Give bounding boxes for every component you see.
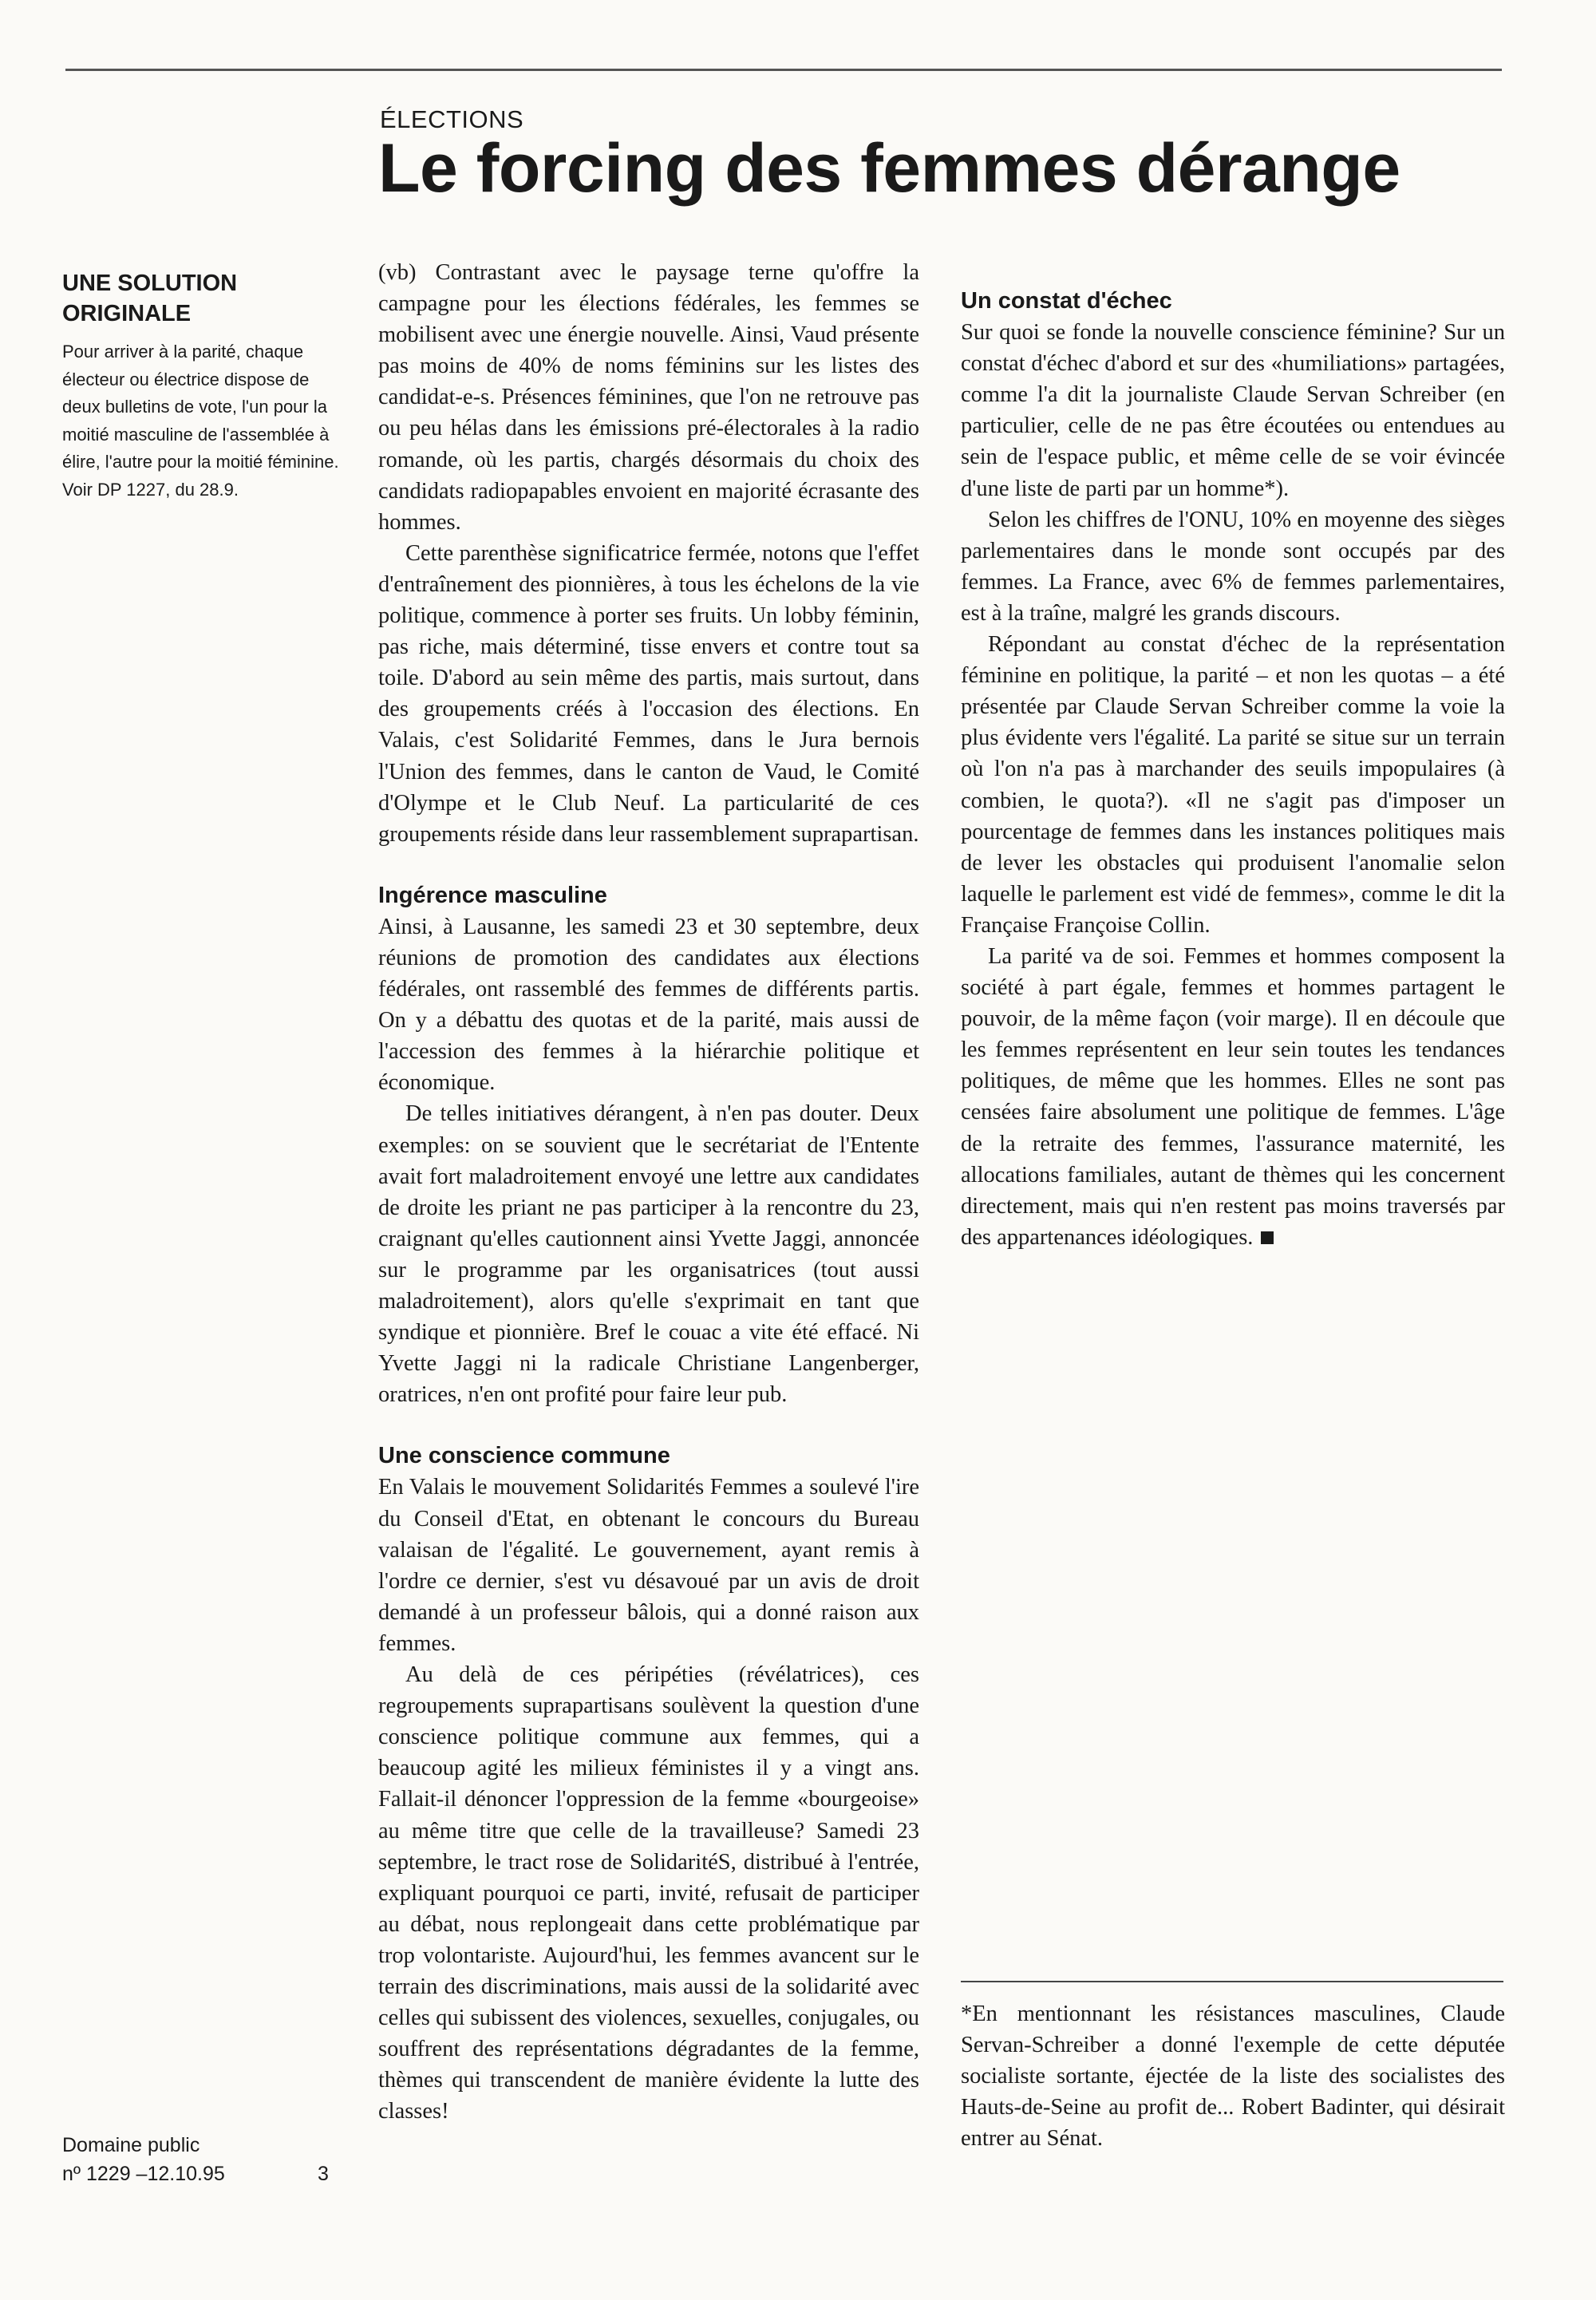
article-column-2 bbox=[961, 257, 1505, 1253]
paragraph: Selon les chiffres de l'ONU, 10% en moyenne des sièges parlementaires dans le monde sont occupés par des femmes. La France, avec 6% de femmes parlementaires, est à la traîne, malgré les grands discours. bbox=[961, 507, 1505, 626]
section-kicker: ÉLECTIONS bbox=[380, 105, 524, 133]
paragraph: De telles initiatives dérangent, à n'en pas douter. Deux exemples: on se souvient que le secrétariat de l'Entente avait fort maladroitement envoyé une lettre aux candidates de droite les priant ne pas participer à la rencontre du 23, craignant qu'elles cautionnent ainsi Yvette Jaggi, annoncée sur le programme par les organisatrices (tout aussi maladroitement), alors qu'elle s'exprimait en tant que syndique et pionnière. Bref le couac a vite été effacé. Ni Yvette Jaggi ni la radicale Christiane Langenberger, oratrices, n'en ont profité pour faire leur pub. bbox=[378, 1101, 919, 1408]
paragraph: Au delà de ces péripéties (révélatrices), ces regroupements suprapartisans soulèvent la question d'une conscience politique commune aux femmes, qui a beaucoup agité les milieux féministes il y a vingt ans. Fallait-il dénoncer l'oppression de la femme «bourgeoise» au même titre que celle de la travailleuse? Samedi 23 septembre, le tract rose de SolidaritéS, distribué à l'entrée, expliquant pourquoi ce parti, invité, refusait de participer au débat, nous replongeait dans cette problématique par trop volontariste. Aujourd'hui, les femmes avancent sur le terrain des discriminations, mais aussi de la solidarité avec celles qui subissent des violences, sexuelles, conjugales, ou souffrent des représentations dégradantes de la femme, thèmes qui transcendent de manière évidente la lutte des classes! bbox=[378, 1662, 919, 2124]
issue-date: nº 1229 –12.10.95 bbox=[62, 2163, 225, 2185]
footnote-rule bbox=[961, 1981, 1503, 1982]
sidebar-title: UNE SOLUTION ORIGINALE bbox=[62, 271, 238, 326]
last-paragraph-text: La parité va de soi. Femmes et hommes composent la société à part égale, femmes et hommes partagent le pouvoir, de la même façon (voir marge). Il en découle que les femmes représentent en leur sein toutes les tendances politiques, de même que les hommes. Elles ne sont pas censées faire absolument une politique de femmes. L'âge de la retraite des femmes, l'assurance maternité, les allocations familiales, autant de thèmes qui les concernent directement, mais qui n'en restent pas moins traversés par des appartenances idéologiques. bbox=[961, 943, 1505, 1250]
publication-name: Domaine public bbox=[62, 2134, 200, 2156]
page-number: 3 bbox=[318, 2163, 329, 2185]
top-rule bbox=[65, 69, 1502, 71]
paragraph: (vb) Contrastant avec le paysage terne qu'offre la campagne pour les élections fédérales, les femmes se mobilisent avec une énergie nouvelle. Ainsi, Vaud présente pas moins de 40% de noms féminins sur les listes des candidat-e-s. Présences féminines, que l'on ne retrouve pas ou peu hélas dans les émissions pré-électorales à la radio romande, où les partis, chargés désormais du choix des candidats radiopapables envoient en majorité écrasante des hommes. bbox=[378, 260, 919, 535]
paragraph: Sur quoi se fonde la nouvelle conscience féminine? Sur un constat d'échec d'abord et sur des «humiliations» partagées, comme l'a dit la journaliste Claude Servan Schreiber (en particulier, celle de ne pas être écoutées ou entendues au sein de l'espace public, et même celle de se voir évincée d'une liste de parti par un homme*). bbox=[961, 320, 1505, 501]
paragraph: En Valais le mouvement Solidarités Femmes a soulevé l'ire du Conseil d'Etat, en obtenant le concours du Bureau valaisan de l'égalité. Le gouvernement, ayant remis à l'ordre ce dernier, s'est vu désavoué par un avis de droit demandé à un professeur bâlois, qui a donné raison aux femmes. bbox=[378, 1475, 919, 1656]
paragraph: Répondant au constat d'échec de la représentation féminine en politique, la parité – et non les quotas – a été présentée par Claude Servan Schreiber comme la voie la plus évidente vers l'égalité. La parité se situe sur un terrain où l'on n'a pas à marchander des seuils impopulaires (à combien, le quota?). «Il ne s'agit pas d'imposer un pourcentage de femmes dans les instances politiques mais de lever les obstacles qui produisent l'anomalie selon laquelle le parlement est vidé de femmes», comme le dit la Française Françoise Collin. bbox=[961, 632, 1505, 938]
subheading-constat: Un constat d'échec bbox=[961, 288, 1172, 314]
page-footer bbox=[62, 2131, 358, 2188]
article-headline: Le forcing des femmes dérange bbox=[378, 130, 1400, 207]
footnote: *En mentionnant les résistances masculines, Claude Servan-Schreiber a donné l'exemple de cette députée socialiste sortante, éjectée de la liste des socialistes des Hauts-de-Seine au profit de... Robert Badinter, qui désirait entrer au Sénat. bbox=[961, 2002, 1505, 2152]
paragraph: Cette parenthèse significatrice fermée, notons que l'effet d'entraînement des pionnières, à tous les échelons de la vie politique, commence à porter ses fruits. Un lobby féminin, pas riche, mais déterminé, tisse envers et contre tout sa toile. D'abord au sein même des partis, mais surtout, dans des groupements créés à l'occasion des élections. En Valais, c'est Solidarité Femmes, dans le Jura bernois l'Union des femmes, dans le canton de Vaud, le Comité d'Olympe et le Club Neuf. La particularité de ces groupements réside dans leur rassemblement suprapartisan. bbox=[378, 540, 919, 847]
paragraph-last bbox=[961, 941, 1505, 1253]
paragraph: Ainsi, à Lausanne, les samedi 23 et 30 septembre, deux réunions de promotion des candidates aux élections fédérales, ont rassemblé des femmes de différents partis. On y a débattu des quotas et de la parité, mais aussi de l'accession des femmes à la hiérarchie politique et économique. bbox=[378, 914, 919, 1096]
subheading-ingerence: Ingérence masculine bbox=[378, 882, 607, 908]
sidebar-text: Pour arriver à la parité, chaque électeur ou électrice dispose de deux bulletins de vote, l'un pour la moitié masculine de l'assemblée à élire, l'autre pour la moitié féminine. Voir DP 1227, du 28.9. bbox=[62, 342, 339, 500]
article-column-1 bbox=[378, 257, 919, 2127]
subheading-conscience: Une conscience commune bbox=[378, 1443, 670, 1469]
end-of-article-mark bbox=[1261, 1231, 1274, 1244]
sidebar-note bbox=[62, 268, 343, 504]
